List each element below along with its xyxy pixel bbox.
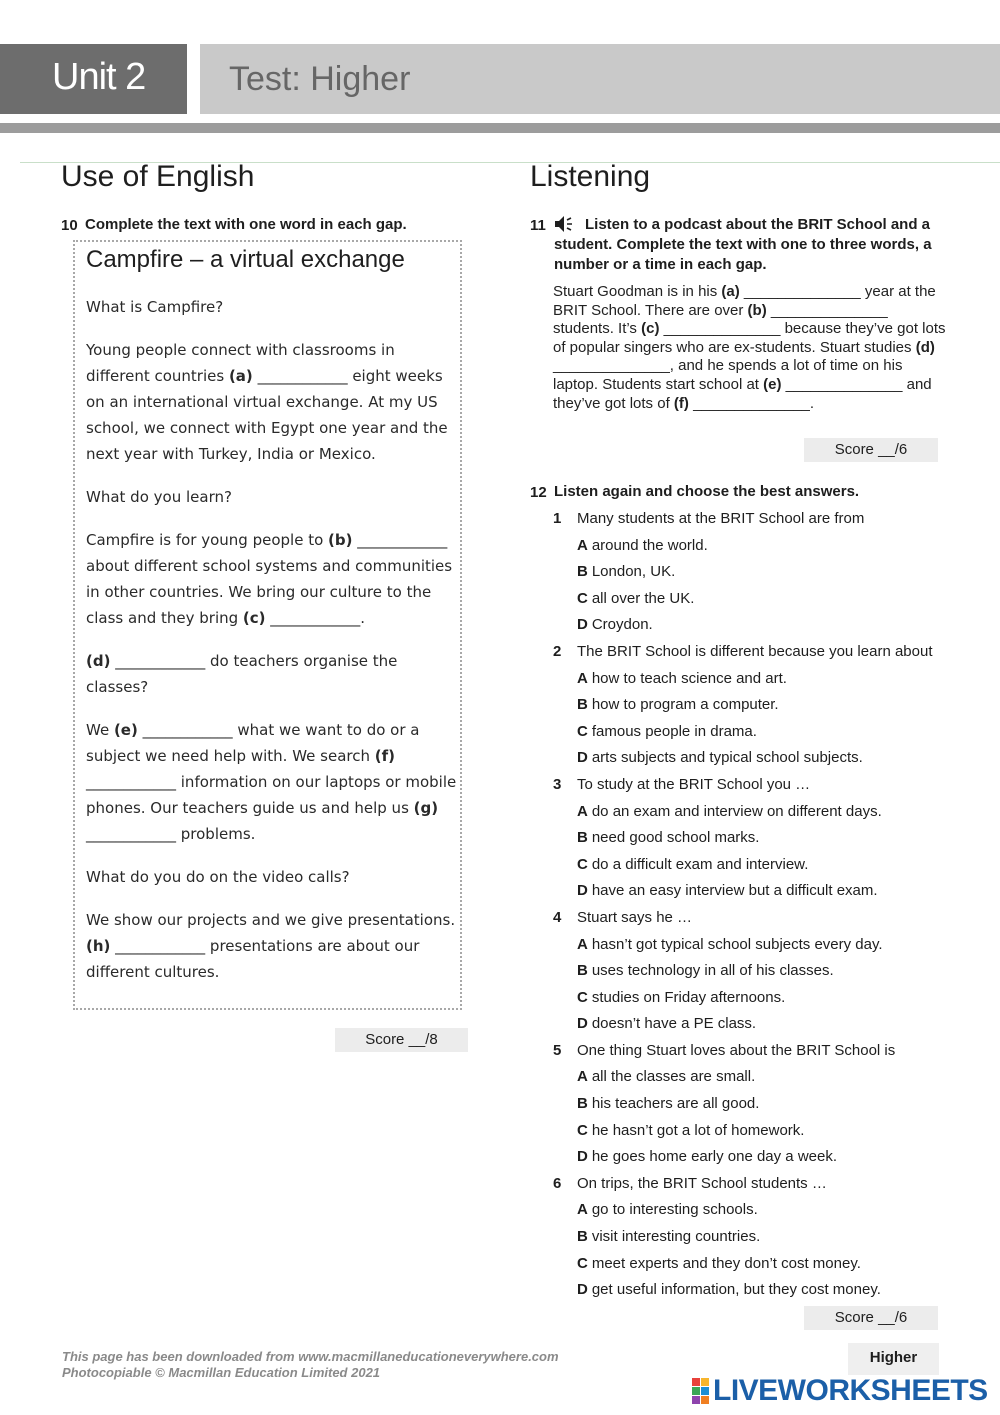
- gap-g[interactable]: (g): [413, 799, 439, 817]
- mc-option-letter: C: [577, 722, 588, 740]
- mc-question-stem: The BRIT School is different because you learn about: [577, 642, 933, 660]
- reading-paragraph: Young people connect with classrooms in different countries (a) ____________ eight weeks on an international virtual exchange. At my US school, we connect with Egypt one year and the next year with Turkey, India or Mexico.: [86, 341, 448, 463]
- mc-option[interactable]: [553, 535, 953, 562]
- mc-option-text: have an easy interview but a difficult exam.: [591, 882, 878, 900]
- reading-subheading: What do you do on the video calls?: [86, 868, 350, 886]
- mc-option[interactable]: [553, 1120, 953, 1147]
- mc-option-text: meet experts and they don’t cost money.: [591, 1254, 861, 1272]
- mc-question-number: 3: [553, 775, 562, 793]
- reading-paragraph: We show our projects and we give presentations. (h) ____________ presentations are about our different cultures.: [86, 911, 456, 981]
- score-11: Score __/6: [804, 438, 938, 462]
- footer-download-note: This page has been downloaded from www.macmillaneducationeverywhere.com: [62, 1349, 559, 1364]
- gap-f[interactable]: (f): [673, 394, 689, 412]
- mc-option-letter: A: [577, 669, 588, 687]
- mc-question: [553, 907, 953, 934]
- gap-d[interactable]: (d): [86, 652, 111, 670]
- mc-option[interactable]: [553, 614, 953, 641]
- mc-option[interactable]: [553, 1226, 953, 1253]
- mc-option[interactable]: [553, 880, 953, 907]
- mc-option[interactable]: [553, 1146, 953, 1173]
- mc-option[interactable]: [553, 1253, 953, 1280]
- mc-option-text: get useful information, but they cost money.: [591, 1281, 881, 1299]
- mc-option[interactable]: [553, 854, 953, 881]
- gap-f[interactable]: (f): [374, 747, 395, 765]
- mc-option-letter: C: [577, 1121, 588, 1139]
- reading-body: [86, 294, 458, 1002]
- logo-block: [692, 1396, 700, 1404]
- mc-option[interactable]: [553, 1199, 953, 1226]
- mc-option[interactable]: [553, 1066, 953, 1093]
- mc-option-letter: D: [577, 616, 588, 634]
- mc-option-letter: A: [577, 1201, 588, 1219]
- mc-option[interactable]: [553, 561, 953, 588]
- mc-option-letter: D: [577, 882, 588, 900]
- question-12-instruction: Listen again and choose the best answers.: [554, 483, 860, 500]
- mc-option[interactable]: [553, 694, 953, 721]
- mc-option[interactable]: [553, 801, 953, 828]
- mc-option-text: Croydon.: [591, 616, 653, 634]
- mc-option-text: hasn’t got typical school subjects every day.: [591, 935, 883, 953]
- mc-question-stem: On trips, the BRIT School students …: [577, 1174, 827, 1192]
- score-10: Score __/8: [335, 1028, 468, 1052]
- mc-question-number: 2: [553, 642, 562, 660]
- mc-option-letter: C: [577, 855, 588, 873]
- question-12-list: [553, 508, 953, 1306]
- mc-question: [553, 508, 953, 535]
- mc-option-text: arts subjects and typical school subjects.: [591, 749, 863, 767]
- mc-option-text: studies on Friday afternoons.: [591, 988, 786, 1006]
- mc-option-text: doesn’t have a PE class.: [591, 1015, 757, 1033]
- mc-question: [553, 641, 953, 668]
- mc-option[interactable]: [553, 827, 953, 854]
- logo-block: [692, 1387, 700, 1395]
- mc-option-letter: D: [577, 749, 588, 767]
- mc-option[interactable]: [553, 1013, 953, 1040]
- mc-option[interactable]: [553, 668, 953, 695]
- logo-blocks-icon: [692, 1378, 709, 1404]
- header-divider: [0, 123, 1000, 133]
- mc-question-stem: Many students at the BRIT School are from: [577, 510, 865, 527]
- gap-c[interactable]: (c): [242, 609, 266, 627]
- gap-e[interactable]: (e): [113, 721, 138, 739]
- reading-subheading: What do you learn?: [86, 488, 232, 506]
- question-11-number: 11: [530, 217, 546, 234]
- mc-option-text: go to interesting schools.: [591, 1201, 758, 1219]
- mc-option-text: famous people in drama.: [591, 722, 757, 740]
- mc-option-text: he goes home early one day a week.: [591, 1148, 837, 1166]
- mc-option-letter: A: [577, 1068, 588, 1086]
- reading-title: Campfire – a virtual exchange: [86, 246, 405, 273]
- mc-question-number: 6: [553, 1174, 562, 1192]
- mc-option-letter: B: [577, 1228, 588, 1246]
- unit-label: Unit 2: [52, 56, 146, 98]
- gap-d[interactable]: (d): [915, 338, 935, 356]
- mc-option-text: how to program a computer.: [591, 696, 779, 714]
- logo-text: LIVEWORKSHEETS: [713, 1374, 988, 1407]
- mc-option-letter: B: [577, 962, 588, 980]
- mc-option-text: uses technology in all of his classes.: [591, 962, 834, 980]
- mc-question-stem: Stuart says he …: [577, 908, 693, 926]
- mc-option-letter: D: [577, 1148, 588, 1166]
- score-12: Score __/6: [804, 1306, 938, 1330]
- mc-option[interactable]: [553, 1279, 953, 1306]
- mc-option-text: do an exam and interview on different days.: [591, 802, 882, 820]
- page-title: Test: Higher: [229, 60, 411, 98]
- mc-option[interactable]: [553, 934, 953, 961]
- gap-b[interactable]: (b): [328, 531, 353, 549]
- question-10-instruction: Complete the text with one word in each gap.: [85, 216, 407, 233]
- mc-option-letter: D: [577, 1281, 588, 1299]
- question-12-number: 12: [530, 484, 547, 501]
- mc-option-letter: B: [577, 829, 588, 847]
- mc-option-letter: C: [577, 988, 588, 1006]
- question-10-number: 10: [61, 217, 78, 234]
- mc-option-letter: A: [577, 802, 588, 820]
- level-badge: Higher: [848, 1343, 939, 1375]
- mc-option-text: how to teach science and art.: [591, 669, 787, 687]
- mc-question-number: 5: [553, 1041, 562, 1059]
- listening-heading: Listening: [530, 160, 651, 193]
- use-of-english-heading: Use of English: [61, 160, 255, 193]
- unit-banner: [0, 44, 187, 114]
- mc-question: [553, 774, 953, 801]
- mc-option[interactable]: [553, 588, 953, 615]
- title-banner: [200, 44, 1000, 114]
- question-11-instruction: Listen to a podcast about the BRIT School and a student. Complete the text with one to three words, a number or a time in each gap.: [554, 216, 932, 273]
- gap-h[interactable]: (h): [86, 937, 111, 955]
- mc-question-number: 1: [553, 510, 562, 527]
- mc-option-text: around the world.: [591, 536, 708, 554]
- mc-option-text: all the classes are small.: [591, 1068, 756, 1086]
- podcast-text: Stuart Goodman is in his (a) ______________ year at the BRIT School. There are over (b) ______________ students. It’s (c) ______________ because they’ve got lots of popular singers who are ex-students. Stuart studies (d) ______________, and he spends a lot of time on his laptop. Students start school at (e) ______________ and they’ve got lots of (f) ______________.: [553, 283, 946, 412]
- mc-option-letter: C: [577, 1254, 588, 1272]
- logo-block: [692, 1378, 700, 1386]
- logo-block: [701, 1387, 709, 1395]
- mc-question-number: 4: [553, 908, 562, 926]
- mc-option-letter: B: [577, 1095, 588, 1113]
- mc-option-letter: C: [577, 589, 588, 607]
- mc-option-letter: B: [577, 696, 588, 714]
- mc-option-text: his teachers are all good.: [591, 1095, 760, 1113]
- mc-question: [553, 1173, 953, 1200]
- mc-option-letter: B: [577, 563, 588, 581]
- mc-option-text: London, UK.: [591, 563, 676, 581]
- footer-photocopiable-note: Photocopiable © Macmillan Education Limited 2021: [62, 1365, 381, 1380]
- gap-b[interactable]: (b): [747, 301, 767, 319]
- footer-copyright: [62, 1349, 559, 1381]
- mc-question-stem: To study at the BRIT School you …: [577, 775, 811, 793]
- mc-option-letter: D: [577, 1015, 588, 1033]
- mc-option-text: all over the UK.: [591, 589, 695, 607]
- mc-option[interactable]: [553, 1093, 953, 1120]
- reading-paragraph: We (e) ____________ what we want to do or a subject we need help with. We search (f) ____________ information on our laptops or mobile phones. Our teachers guide us and help us (g) ____________ problems.: [86, 721, 457, 843]
- mc-question-stem: One thing Stuart loves about the BRIT School is: [577, 1041, 896, 1059]
- gap-a[interactable]: (a): [721, 283, 740, 300]
- reading-subheading: What is Campfire?: [86, 298, 224, 316]
- mc-option[interactable]: [553, 987, 953, 1014]
- gap-e[interactable]: (e): [763, 375, 782, 393]
- gap-c[interactable]: (c): [641, 320, 660, 338]
- mc-option-letter: A: [577, 536, 588, 554]
- liveworksheets-logo[interactable]: [692, 1373, 988, 1409]
- mc-option-text: he hasn’t got a lot of homework.: [591, 1121, 805, 1139]
- mc-option-text: visit interesting countries.: [591, 1228, 761, 1246]
- gap-a[interactable]: (a): [228, 367, 253, 385]
- reading-paragraph: (d) ____________ do teachers organise the classes?: [86, 652, 398, 696]
- mc-option[interactable]: [553, 960, 953, 987]
- reading-text-box: [73, 240, 462, 1010]
- mc-option-letter: A: [577, 935, 588, 953]
- logo-block: [701, 1396, 709, 1404]
- mc-option[interactable]: [553, 747, 953, 774]
- mc-option-text: do a difficult exam and interview.: [591, 855, 809, 873]
- reading-paragraph: Campfire is for young people to (b) ____________ about different school systems and communities in other countries. We bring our culture to the class and they bring (c) ____________.: [86, 531, 453, 627]
- logo-block: [701, 1378, 709, 1386]
- mc-option[interactable]: [553, 721, 953, 748]
- mc-option-text: need good school marks.: [591, 829, 760, 847]
- mc-question: [553, 1040, 953, 1067]
